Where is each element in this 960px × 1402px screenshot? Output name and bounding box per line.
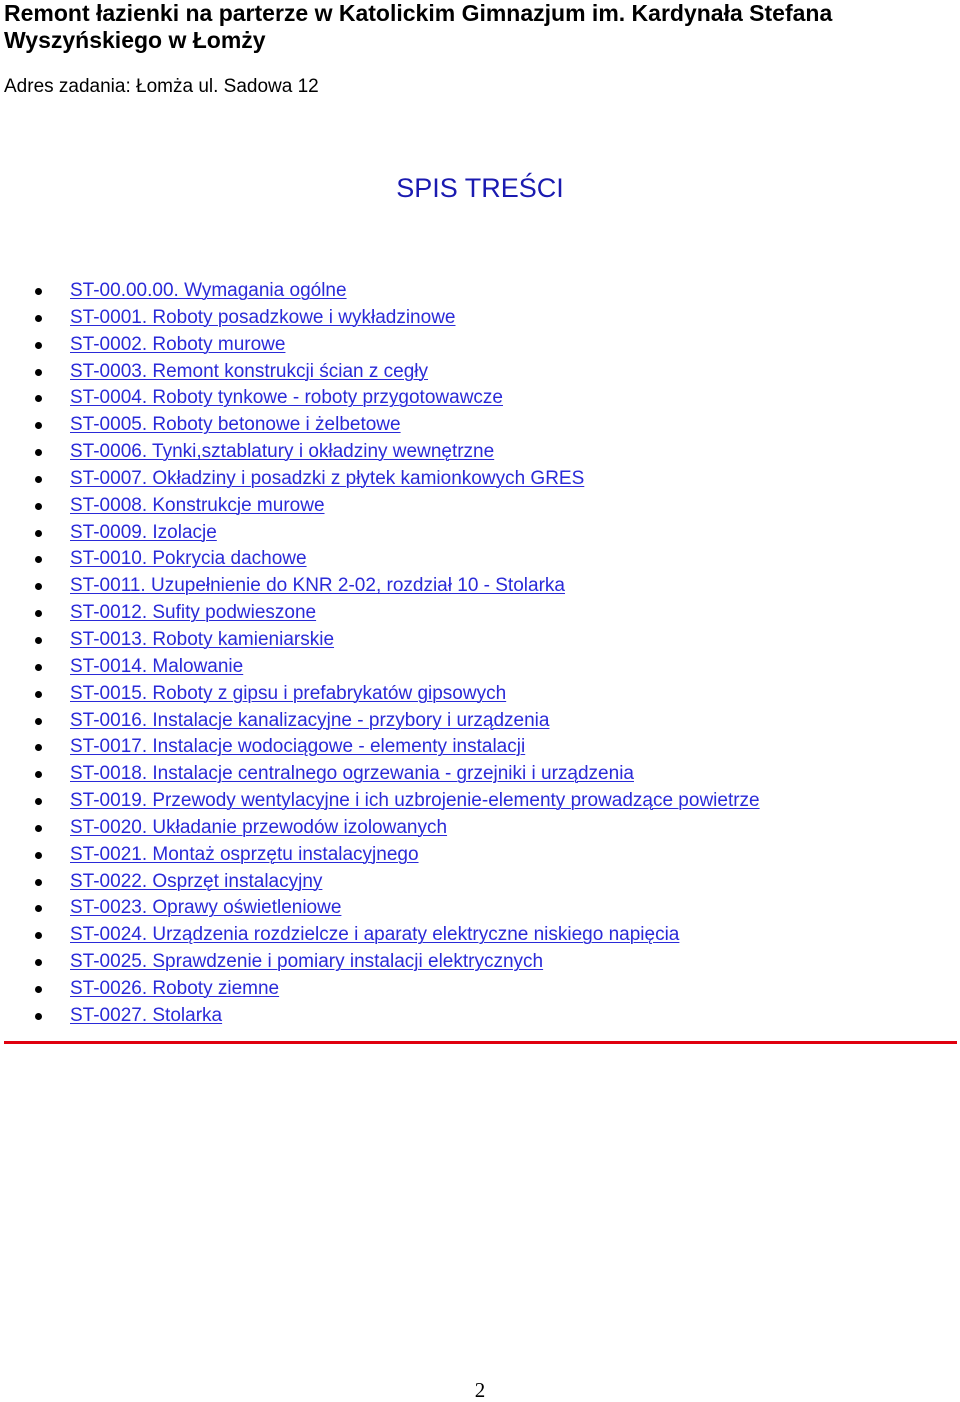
toc-link[interactable]: ST-0004. Roboty tynkowe - roboty przygotowawcze	[70, 387, 503, 409]
bullet-icon	[35, 315, 42, 322]
toc-link[interactable]: ST-0019. Przewody wentylacyjne i ich uzbrojenie-elementy prowadzące powietrze	[70, 790, 760, 812]
bullet-icon	[35, 288, 42, 295]
toc-link[interactable]: ST-0024. Urządzenia rozdzielcze i aparaty elektryczne niskiego napięcia	[70, 924, 680, 946]
bullet-icon	[35, 530, 42, 537]
bullet-icon	[35, 798, 42, 805]
bullet-icon	[35, 771, 42, 778]
bullet-icon	[35, 664, 42, 671]
bullet-icon	[35, 610, 42, 617]
toc-link[interactable]: ST-0016. Instalacje kanalizacyjne - przybory i urządzenia	[70, 709, 550, 731]
bullet-icon	[35, 905, 42, 912]
task-address: Adres zadania: Łomża ul. Sadowa 12	[4, 76, 319, 97]
toc-link[interactable]: ST-0013. Roboty kamieniarskie	[70, 628, 335, 650]
bullet-icon	[35, 637, 42, 644]
toc-link[interactable]: ST-0023. Oprawy oświetleniowe	[70, 897, 342, 919]
toc-link[interactable]: ST-0026. Roboty ziemne	[70, 977, 280, 999]
bullet-icon	[35, 1013, 42, 1020]
toc-link[interactable]: ST-0001. Roboty posadzkowe i wykładzinowe	[70, 306, 456, 328]
toc-link[interactable]: ST-0012. Sufity podwieszone	[70, 602, 317, 624]
bullet-icon	[35, 825, 42, 832]
toc-link[interactable]: ST-0018. Instalacje centralnego ogrzewania - grzejniki i urządzenia	[70, 763, 634, 785]
toc-link[interactable]: ST-0005. Roboty betonowe i żelbetowe	[70, 414, 401, 436]
bullet-icon	[35, 744, 42, 751]
toc-link[interactable]: ST-0007. Okładziny i posadzki z płytek kamionkowych GRES	[70, 467, 585, 489]
toc-link[interactable]: ST-0025. Sprawdzenie i pomiary instalacji elektrycznych	[70, 951, 544, 973]
bullet-icon	[35, 395, 42, 402]
bullet-icon	[35, 342, 42, 349]
bullet-icon	[35, 932, 42, 939]
bullet-icon	[35, 476, 42, 483]
bullet-icon	[35, 369, 42, 376]
red-divider	[4, 1041, 957, 1044]
bullet-icon	[35, 852, 42, 859]
bullet-icon	[35, 503, 42, 510]
toc-link[interactable]: ST-0008. Konstrukcje murowe	[70, 494, 325, 516]
toc-link[interactable]: ST-0021. Montaż osprzętu instalacyjnego	[70, 843, 419, 865]
toc-link[interactable]: ST-0010. Pokrycia dachowe	[70, 548, 307, 570]
toc-link[interactable]: ST-0017. Instalacje wodociągowe - elementy instalacji	[70, 736, 526, 758]
toc-link[interactable]: ST-0014. Malowanie	[70, 655, 244, 677]
toc-link[interactable]: ST-0027. Stolarka	[70, 1004, 223, 1026]
bullet-icon	[35, 718, 42, 725]
bullet-icon	[35, 556, 42, 563]
bullet-icon	[35, 691, 42, 698]
document-title: Remont łazienki na parterze w Katolickim Gimnazjum im. Kardynała Stefana Wyszyńskiego w Łomży	[4, 0, 833, 53]
toc-link[interactable]: ST-0020. Układanie przewodów izolowanych	[70, 816, 448, 838]
toc-link[interactable]: ST-0009. Izolacje	[70, 521, 217, 543]
bullet-icon	[35, 879, 42, 886]
bullet-icon	[35, 583, 42, 590]
toc-link[interactable]: ST-0022. Osprzęt instalacyjny	[70, 870, 323, 892]
bullet-icon	[35, 449, 42, 456]
toc-link[interactable]: ST-0002. Roboty murowe	[70, 333, 286, 355]
toc-link[interactable]: ST-0003. Remont konstrukcji ścian z cegły	[70, 360, 428, 382]
toc-link[interactable]: ST-0011. Uzupełnienie do KNR 2-02, rozdział 10 - Stolarka	[70, 575, 565, 597]
page-number: 2	[474, 1378, 486, 1402]
bullet-icon	[35, 422, 42, 429]
toc-heading: SPIS TREŚCI	[396, 173, 564, 203]
bullet-icon	[35, 959, 42, 966]
bullet-icon	[35, 986, 42, 993]
toc-link[interactable]: ST-00.00.00. Wymagania ogólne	[70, 280, 347, 301]
toc-link[interactable]: ST-0006. Tynki,sztablatury i okładziny wewnętrzne	[70, 441, 495, 463]
toc-link[interactable]: ST-0015. Roboty z gipsu i prefabrykatów gipsowych	[70, 682, 507, 704]
